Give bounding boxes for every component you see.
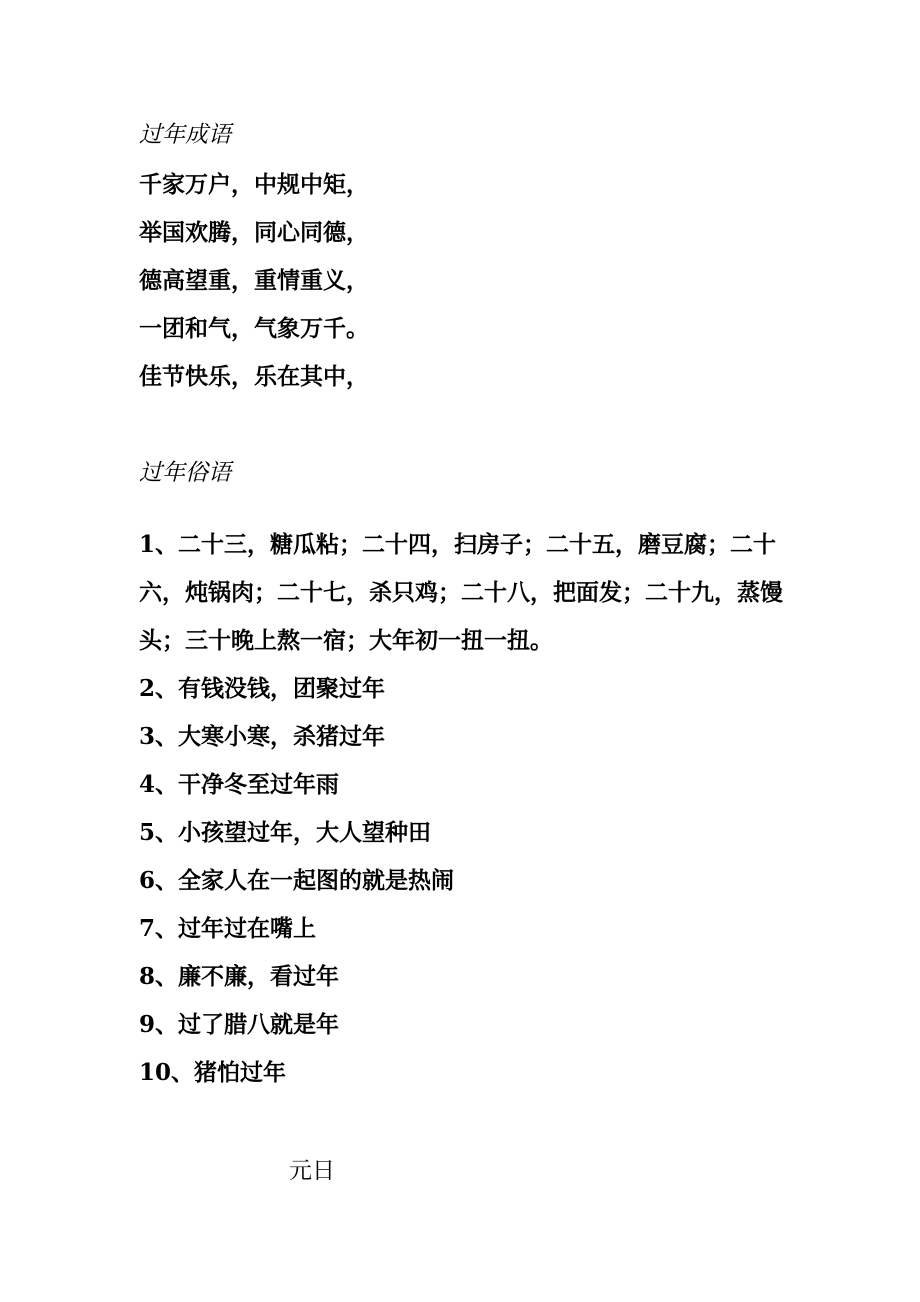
saying-item-2: 2、有钱没钱，团聚过年 xyxy=(139,675,386,702)
section-title-sayings: 过年俗语 xyxy=(139,460,231,486)
saying-item-8: 8、廉不廉，看过年 xyxy=(139,963,340,990)
section-title-new-year-day: 元日 xyxy=(289,1158,335,1184)
saying-item-5: 5、小孩望过年，大人望种田 xyxy=(139,819,432,846)
saying-item-7: 7、过年过在嘴上 xyxy=(139,915,317,942)
idiom-line: 千家万户，中规中矩， xyxy=(139,171,369,198)
idiom-line: 佳节快乐，乐在其中， xyxy=(139,363,369,390)
saying-item-4: 4、干净冬至过年雨 xyxy=(139,771,340,798)
saying-item-3: 3、大寒小寒，杀猪过年 xyxy=(139,723,386,750)
saying-item-9: 9、过了腊八就是年 xyxy=(139,1011,340,1038)
saying-item-1: 1、二十三，糖瓜粘；二十四，扫房子；二十五，磨豆腐；二十六，炖锅肉；二十七，杀只鸡；二十八，把面发；二十九，蒸馒头；三十晚上熬一宿；大年初一扭一扭。 xyxy=(139,531,783,654)
saying-item-10: 10、猪怕过年 xyxy=(139,1059,287,1086)
saying-item-6: 6、全家人在一起图的就是热闹 xyxy=(139,867,455,894)
section-title-idioms: 过年成语 xyxy=(139,122,231,148)
idiom-line: 举国欢腾，同心同德， xyxy=(139,219,369,246)
idiom-line: 一团和气，气象万千。 xyxy=(139,315,369,342)
idiom-line: 德高望重，重情重义， xyxy=(139,267,369,294)
